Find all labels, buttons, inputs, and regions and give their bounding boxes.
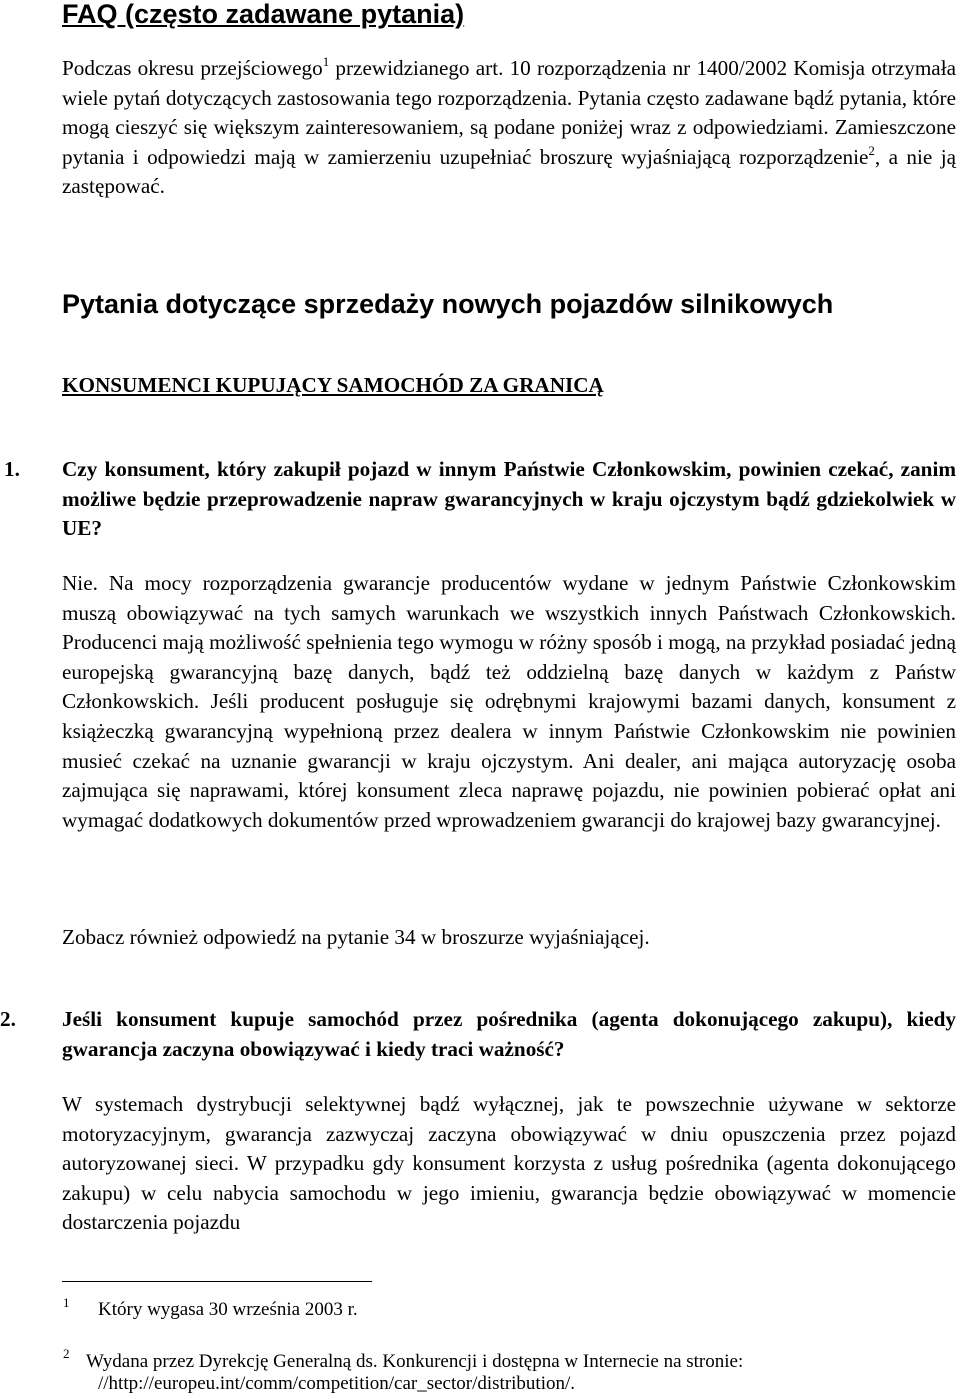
- intro-text-1: Podczas okresu przejściowego: [62, 56, 323, 80]
- section-heading: Pytania dotyczące sprzedaży nowych pojazdów silnikowych: [62, 289, 834, 319]
- footnote-2-text: Wydana przez Dyrekcję Generalną ds. Konkurencji i dostępna w Internecie na stronie:: [86, 1351, 744, 1372]
- answer-2-text: W systemach dystrybucji selektywnej bądź wyłącznej, jak te powszechnie używane w sektorze motoryzacyjnym, gwarancja zazwyczaj zaczyna obowiązywać w dniu opuszczenia przez pojazd autoryzowanej sieci. W przypadku gdy konsument korzysta z usług pośrednika (agenta dokonującego zakupu) w celu nabycia samochodu w jego imieniu, gwarancja będzie obowiązywać w momencie dostarczenia pojazdu: [62, 1092, 956, 1235]
- answer-1-see-also: Zobacz również odpowiedź na pytanie 34 w broszurze wyjaśniającej.: [62, 925, 650, 949]
- intro-paragraph: [62, 54, 956, 202]
- answer-1-text: Nie. Na mocy rozporządzenia gwarancje producentów wydane w jednym Państwie Członkowskim muszą obowiązywać na tych samych warunkach we wszystkich innych Państwach Członkowskich. Producenci mają możliwość spełnienia tego wymogu w różny sposób i mogą, na przykład posiadać jedną europejską gwarancyjną bazę danych, bądź też oddzielną bazę danych w każdym z Państw Członkowskich. Jeśli producent posługuje się odrębnymi krajowymi bazami danych, konsument z książeczką gwarancyjną wypełnioną przez dealera w innym Państwie Członkowskim nie powinien musieć czekać na uznanie gwarancji w kraju ojczystym. Ani dealer, ani mająca autoryzację osoba zajmująca się naprawami, której konsument zleca naprawę pojazdu, nie powinien pobierać opłat ani wymagać dodatkowych dokumentów przed wprowadzeniem gwarancji do krajowej bazy gwarancyjnej.: [62, 571, 956, 832]
- question-1-number: 1.: [4, 457, 20, 481]
- footnote-ref-2[interactable]: 2: [868, 142, 875, 158]
- question-2-text: Jeśli konsument kupuje samochód przez pośrednika (agenta dokonującego zakupu), kiedy gwarancja zaczyna obowiązywać i kiedy traci ważność?: [62, 1007, 956, 1061]
- question-2-number: 2.: [0, 1007, 16, 1031]
- subsection-heading: KONSUMENCI KUPUJĄCY SAMOCHÓD ZA GRANICĄ: [62, 373, 604, 397]
- footnote-ref-1[interactable]: 1: [322, 54, 330, 69]
- footnote-divider: [62, 1281, 372, 1282]
- footnote-2-mark: 2: [63, 1346, 70, 1361]
- footnote-2: [86, 1351, 956, 1395]
- intro-text-3: , a nie ją zastępować.: [62, 144, 956, 199]
- intro-text-2: przewidzianego art. 10 rozporządzenia nr 1400/2002 Komisja otrzymała wiele pytań dotyczących zastosowania tego rozporządzenia. Pytania często zadawane bądź pytania, które mogą cieszyć się większym zainteresowaniem, są podane poniżej wraz z odpowiedziami. Zamieszczone pytania i odpowiedzi mają w zamierzeniu uzupełniać broszurę wyjaśniającą rozporządzenie: [62, 56, 956, 169]
- footnote-1-text: Który wygasa 30 września 2003 r.: [98, 1299, 358, 1320]
- question-1-text: Czy konsument, który zakupił pojazd w innym Państwie Członkowskim, powinien czekać, zanim możliwe będzie przeprowadzenie napraw gwarancyjnych w kraju ojczystym bądź gdziekolwiek w UE?: [62, 457, 956, 541]
- page-title: FAQ (często zadawane pytania): [62, 0, 465, 29]
- footnote-1-mark: 1: [63, 1295, 70, 1310]
- footnote-2-link[interactable]: //http://europeu.int/comm/competition/car_sector/distribution/.: [98, 1373, 576, 1394]
